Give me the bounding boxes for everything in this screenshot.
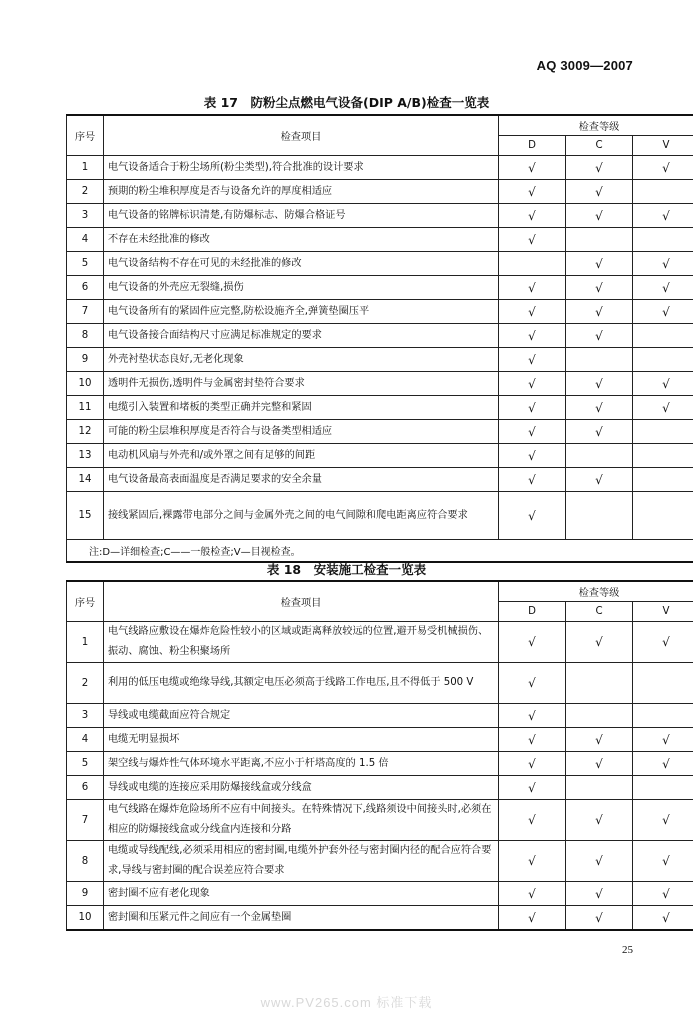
check-mark-c: √ xyxy=(566,468,633,492)
column-header-no: 序号 xyxy=(67,115,104,156)
table-18-title: 表 18 安装施工检查一览表 xyxy=(266,562,427,577)
table-17-title: 表 17 防粉尘点燃电气设备(DIP A/B)检查一览表 xyxy=(203,95,490,110)
check-mark-d: √ xyxy=(499,204,566,228)
row-number: 6 xyxy=(67,276,104,300)
check-mark-d: √ xyxy=(499,704,566,728)
check-mark-d: √ xyxy=(499,444,566,468)
check-mark-d: √ xyxy=(499,906,566,931)
check-mark-v xyxy=(633,776,693,800)
table-note: 注:D—详细检查;C——一般检查;V—目视检查。 xyxy=(67,540,693,563)
check-mark-c xyxy=(566,704,633,728)
check-mark-d: √ xyxy=(499,492,566,540)
table-row xyxy=(67,882,693,906)
check-mark-d: √ xyxy=(499,882,566,906)
row-check-item: 架空线与爆炸性气体环境水平距离,不应小于杆塔高度的 1.5 倍 xyxy=(104,752,499,776)
column-header-item: 检查项目 xyxy=(104,581,499,622)
table-row xyxy=(67,468,693,492)
check-mark-d: √ xyxy=(499,622,566,663)
check-mark-c: √ xyxy=(566,300,633,324)
table-row xyxy=(67,180,693,204)
table-row xyxy=(67,622,693,663)
row-check-item: 电气设备最高表面温度是否满足要求的安全余量 xyxy=(104,468,499,492)
table-row xyxy=(67,776,693,800)
check-mark-d: √ xyxy=(499,420,566,444)
row-check-item: 电气设备结构不存在可见的未经批准的修改 xyxy=(104,252,499,276)
row-number: 10 xyxy=(67,906,104,931)
check-mark-c: √ xyxy=(566,622,633,663)
check-mark-d: √ xyxy=(499,468,566,492)
check-mark-d xyxy=(499,252,566,276)
row-number: 5 xyxy=(67,752,104,776)
column-header-v: V xyxy=(633,602,693,622)
check-mark-d: √ xyxy=(499,752,566,776)
check-mark-v: √ xyxy=(633,276,693,300)
row-number: 1 xyxy=(67,622,104,663)
table-row xyxy=(67,752,693,776)
row-check-item: 电气设备的外壳应无裂缝,损伤 xyxy=(104,276,499,300)
row-number: 9 xyxy=(67,348,104,372)
table-row xyxy=(67,800,693,841)
check-mark-c xyxy=(566,348,633,372)
check-mark-v: √ xyxy=(633,252,693,276)
row-check-item: 密封圈和压紧元件之间应有一个金属垫圈 xyxy=(104,906,499,931)
check-mark-c: √ xyxy=(566,396,633,420)
table-row xyxy=(67,252,693,276)
check-mark-v: √ xyxy=(633,882,693,906)
column-header-c: C xyxy=(566,136,633,156)
column-header-d: D xyxy=(499,136,566,156)
row-number: 3 xyxy=(67,704,104,728)
check-mark-v: √ xyxy=(633,372,693,396)
row-number: 11 xyxy=(67,396,104,420)
check-mark-c: √ xyxy=(566,882,633,906)
row-check-item: 密封圈不应有老化现象 xyxy=(104,882,499,906)
table-18 xyxy=(66,580,693,931)
row-check-item: 透明件无损伤,透明件与金属密封垫符合要求 xyxy=(104,372,499,396)
check-mark-d: √ xyxy=(499,300,566,324)
page-number: 25 xyxy=(622,944,633,956)
check-mark-v xyxy=(633,180,693,204)
check-mark-v: √ xyxy=(633,622,693,663)
row-check-item: 导线或电缆的连接应采用防爆接线盒或分线盒 xyxy=(104,776,499,800)
check-mark-c: √ xyxy=(566,252,633,276)
table-row xyxy=(67,372,693,396)
row-check-item: 预期的粉尘堆积厚度是否与设备允许的厚度相适应 xyxy=(104,180,499,204)
row-check-item: 电气设备所有的紧固件应完整,防松设施齐全,弹簧垫圈压平 xyxy=(104,300,499,324)
check-mark-v: √ xyxy=(633,752,693,776)
column-header-v: V xyxy=(633,136,693,156)
table-row xyxy=(67,204,693,228)
row-check-item: 电气设备接合面结构尺寸应满足标准规定的要求 xyxy=(104,324,499,348)
check-mark-v xyxy=(633,468,693,492)
table-row xyxy=(67,300,693,324)
column-header-item: 检查项目 xyxy=(104,115,499,156)
check-mark-d: √ xyxy=(499,228,566,252)
row-number: 13 xyxy=(67,444,104,468)
check-mark-c: √ xyxy=(566,204,633,228)
check-mark-d: √ xyxy=(499,180,566,204)
row-number: 4 xyxy=(67,728,104,752)
document-code: AQ 3009—2007 xyxy=(536,58,633,73)
row-check-item: 导线或电缆截面应符合规定 xyxy=(104,704,499,728)
row-number: 6 xyxy=(67,776,104,800)
row-check-item: 电动机风扇与外壳和/或外罩之间有足够的间距 xyxy=(104,444,499,468)
check-mark-v: √ xyxy=(633,841,693,882)
row-number: 15 xyxy=(67,492,104,540)
table-row xyxy=(67,704,693,728)
table-row xyxy=(67,348,693,372)
check-mark-v xyxy=(633,324,693,348)
row-check-item: 利用的低压电缆或绝缘导线,其额定电压必须高于线路工作电压,且不得低于 500 V xyxy=(104,663,499,704)
row-number: 8 xyxy=(67,841,104,882)
check-mark-v: √ xyxy=(633,728,693,752)
check-mark-d: √ xyxy=(499,663,566,704)
check-mark-c xyxy=(566,444,633,468)
row-number: 2 xyxy=(67,180,104,204)
row-check-item: 电气设备适合于粉尘场所(粉尘类型),符合批准的设计要求 xyxy=(104,156,499,180)
table-row xyxy=(67,492,693,540)
row-number: 5 xyxy=(67,252,104,276)
check-mark-v: √ xyxy=(633,204,693,228)
column-header-c: C xyxy=(566,602,633,622)
table-row xyxy=(67,444,693,468)
row-number: 3 xyxy=(67,204,104,228)
check-mark-v xyxy=(633,420,693,444)
table-17 xyxy=(66,114,693,563)
check-mark-c: √ xyxy=(566,276,633,300)
table-row xyxy=(67,663,693,704)
table-row xyxy=(67,396,693,420)
table-row xyxy=(67,906,693,931)
table-row xyxy=(67,276,693,300)
check-mark-v: √ xyxy=(633,396,693,420)
check-mark-c: √ xyxy=(566,841,633,882)
check-mark-d: √ xyxy=(499,276,566,300)
check-mark-v xyxy=(633,228,693,252)
check-mark-c: √ xyxy=(566,752,633,776)
check-mark-c: √ xyxy=(566,420,633,444)
check-mark-d: √ xyxy=(499,348,566,372)
check-mark-c: √ xyxy=(566,800,633,841)
check-mark-c xyxy=(566,776,633,800)
row-check-item: 外壳衬垫状态良好,无老化现象 xyxy=(104,348,499,372)
check-mark-d: √ xyxy=(499,372,566,396)
check-mark-d: √ xyxy=(499,156,566,180)
row-check-item: 电缆或导线配线,必须采用相应的密封圈,电缆外护套外径与密封圈内径的配合应符合要求,导线与密封圈的配合误差应符合要求 xyxy=(104,841,499,882)
check-mark-v: √ xyxy=(633,800,693,841)
column-header-level: 检查等级 xyxy=(499,115,693,136)
row-check-item: 电缆引入装置和堵板的类型正确并完整和紧固 xyxy=(104,396,499,420)
table-row xyxy=(67,728,693,752)
check-mark-c: √ xyxy=(566,372,633,396)
check-mark-c: √ xyxy=(566,324,633,348)
row-check-item: 电缆无明显损坏 xyxy=(104,728,499,752)
table-row xyxy=(67,228,693,252)
table-row xyxy=(67,156,693,180)
row-number: 7 xyxy=(67,800,104,841)
column-header-no: 序号 xyxy=(67,581,104,622)
check-mark-v: √ xyxy=(633,156,693,180)
table-row xyxy=(67,324,693,348)
row-number: 1 xyxy=(67,156,104,180)
row-check-item: 电气线路在爆炸危险场所不应有中间接头。在特殊情况下,线路须设中间接头时,必须在相应的防爆接线盒或分线盒内连接和分路 xyxy=(104,800,499,841)
check-mark-v xyxy=(633,663,693,704)
check-mark-v xyxy=(633,444,693,468)
row-check-item: 接线紧固后,裸露带电部分之间与金属外壳之间的电气间隙和爬电距离应符合要求 xyxy=(104,492,499,540)
column-header-d: D xyxy=(499,602,566,622)
check-mark-v xyxy=(633,492,693,540)
row-number: 2 xyxy=(67,663,104,704)
check-mark-c: √ xyxy=(566,728,633,752)
row-check-item: 不存在未经批准的修改 xyxy=(104,228,499,252)
check-mark-d: √ xyxy=(499,800,566,841)
table-row xyxy=(67,841,693,882)
check-mark-c xyxy=(566,228,633,252)
row-number: 4 xyxy=(67,228,104,252)
table-row xyxy=(67,420,693,444)
row-number: 10 xyxy=(67,372,104,396)
row-check-item: 电气线路应敷设在爆炸危险性较小的区域或距离释放较远的位置,避开易受机械损伤、振动、腐蚀、粉尘积聚场所 xyxy=(104,622,499,663)
check-mark-v: √ xyxy=(633,300,693,324)
check-mark-v xyxy=(633,704,693,728)
row-number: 12 xyxy=(67,420,104,444)
check-mark-d: √ xyxy=(499,396,566,420)
row-number: 9 xyxy=(67,882,104,906)
check-mark-d: √ xyxy=(499,776,566,800)
check-mark-d: √ xyxy=(499,324,566,348)
column-header-level: 检查等级 xyxy=(499,581,693,602)
check-mark-d: √ xyxy=(499,841,566,882)
row-number: 7 xyxy=(67,300,104,324)
check-mark-v: √ xyxy=(633,906,693,931)
row-number: 14 xyxy=(67,468,104,492)
check-mark-c xyxy=(566,492,633,540)
check-mark-c: √ xyxy=(566,156,633,180)
check-mark-c: √ xyxy=(566,180,633,204)
watermark: www.PV265.com 标准下载 xyxy=(260,995,433,1010)
row-number: 8 xyxy=(67,324,104,348)
check-mark-c: √ xyxy=(566,906,633,931)
check-mark-v xyxy=(633,348,693,372)
row-check-item: 电气设备的铭牌标识清楚,有防爆标志、防爆合格证号 xyxy=(104,204,499,228)
row-check-item: 可能的粉尘层堆积厚度是否符合与设备类型相适应 xyxy=(104,420,499,444)
check-mark-d: √ xyxy=(499,728,566,752)
check-mark-c xyxy=(566,663,633,704)
